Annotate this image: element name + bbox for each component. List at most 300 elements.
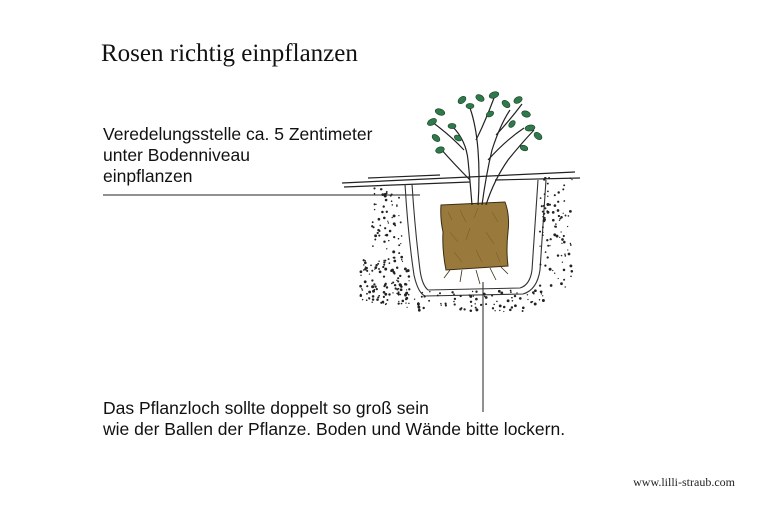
soil-dot <box>388 240 390 242</box>
soil-dot <box>542 234 544 236</box>
soil-dot <box>383 264 385 266</box>
soil-dot <box>445 304 447 306</box>
soil-dot <box>421 296 423 298</box>
soil-dot <box>539 299 541 301</box>
soil-dot <box>391 217 393 219</box>
soil-dot <box>568 253 571 256</box>
soil-dot <box>571 179 572 180</box>
soil-dot <box>384 227 386 229</box>
soil-dot <box>545 251 547 253</box>
soil-dot <box>398 294 399 295</box>
soil-dot <box>547 191 549 193</box>
soil-dot <box>379 271 382 274</box>
soil-dot <box>565 286 566 287</box>
soil-dot <box>437 294 439 296</box>
soil-dot <box>405 297 408 300</box>
soil-dot <box>360 270 363 273</box>
soil-dot <box>569 264 572 267</box>
soil-dot <box>397 277 399 279</box>
soil-dot <box>383 240 385 242</box>
soil-dot <box>503 306 506 309</box>
soil-dot <box>554 273 555 274</box>
soil-dot <box>541 293 542 294</box>
soil-dot <box>383 291 386 294</box>
soil-dot <box>390 195 392 197</box>
soil-dot <box>373 187 375 189</box>
soil-dot <box>402 261 403 262</box>
soil-dot <box>440 303 441 304</box>
soil-dot <box>378 235 380 237</box>
soil-dot <box>539 246 540 247</box>
soil-dot <box>475 307 477 309</box>
soil-dot <box>547 256 549 258</box>
soil-dot <box>542 216 543 217</box>
soil-dot <box>550 238 552 240</box>
soil-dot <box>470 309 473 312</box>
soil-dot <box>460 295 462 297</box>
soil-dot <box>408 288 410 290</box>
soil-dot <box>378 295 380 297</box>
soil-dot <box>400 243 401 244</box>
soil-dot <box>473 296 474 297</box>
soil-dot <box>401 235 403 237</box>
soil-dot <box>510 290 512 292</box>
soil-dot <box>383 285 385 287</box>
soil-dot <box>399 294 401 296</box>
soil-dot <box>439 292 441 294</box>
soil-dot <box>364 260 366 262</box>
soil-dot <box>561 238 564 241</box>
soil-dot <box>399 283 402 286</box>
soil-dot <box>532 291 534 293</box>
soil-dot <box>374 234 377 237</box>
soil-dot <box>388 222 389 223</box>
soil-dot <box>378 229 379 230</box>
soil-dot <box>392 204 394 206</box>
soil-dot <box>372 221 374 223</box>
soil-dot <box>374 203 376 205</box>
soil-dot <box>372 245 374 247</box>
soil-dot <box>548 177 550 179</box>
soil-dot <box>400 286 402 288</box>
soil-dot <box>534 303 537 306</box>
soil-dot <box>374 286 376 288</box>
soil-dot <box>374 266 377 269</box>
soil-dot <box>417 303 420 306</box>
soil-dot <box>541 205 543 207</box>
soil-dot <box>398 197 400 199</box>
soil-dot <box>542 295 543 296</box>
soil-dot <box>542 226 544 228</box>
soil-dot <box>423 295 425 297</box>
soil-dot <box>408 280 409 281</box>
soil-dot <box>393 257 395 259</box>
soil-dot <box>376 288 378 290</box>
soil-dot <box>366 270 368 272</box>
soil-dot <box>364 261 367 264</box>
soil-dot <box>544 264 546 266</box>
soil-dot <box>555 223 557 225</box>
soil-dot <box>371 302 372 303</box>
soil-dot <box>368 297 370 299</box>
soil-dot <box>361 288 362 289</box>
soil-dot <box>570 275 572 277</box>
soil-dot <box>474 303 475 304</box>
soil-dot <box>554 194 556 196</box>
soil-dot <box>544 207 546 209</box>
soil-dot <box>554 204 557 207</box>
soil-dot <box>493 304 495 306</box>
soil-dot <box>564 255 566 257</box>
soil-dot <box>563 213 564 214</box>
soil-dot <box>360 275 361 276</box>
soil-dot <box>374 269 375 270</box>
soil-dot <box>398 301 399 302</box>
soil-dot <box>543 213 545 215</box>
soil-dot <box>559 220 560 221</box>
soil-dot <box>400 256 403 259</box>
soil-dot <box>366 293 368 295</box>
soil-dot <box>369 273 370 274</box>
soil-dot <box>519 297 522 300</box>
soil-dot <box>461 307 463 309</box>
soil-dot <box>393 260 396 263</box>
soil-dot <box>381 211 384 214</box>
soil-dot <box>567 249 568 250</box>
soil-dot <box>492 307 494 309</box>
soil-dot <box>570 177 572 179</box>
soil-dot <box>370 264 372 266</box>
soil-dot <box>385 199 388 202</box>
soil-dot <box>383 261 385 263</box>
soil-dot <box>378 218 381 221</box>
soil-dot <box>510 291 512 293</box>
soil-dot <box>441 305 442 306</box>
soil-dot <box>423 307 425 309</box>
soil-dot <box>569 210 572 213</box>
soil-dot <box>491 295 493 297</box>
soil-dot <box>451 291 453 293</box>
soil-dot <box>359 285 362 288</box>
soil-dot <box>454 298 456 300</box>
soil-dot <box>383 275 385 277</box>
page-title: Rosen richtig einpflanzen <box>101 40 358 67</box>
soil-dot <box>377 232 379 234</box>
soil-dot <box>499 304 502 307</box>
soil-dot <box>374 193 376 195</box>
soil-dot <box>392 281 394 283</box>
soil-dot <box>398 252 400 254</box>
soil-dot <box>516 292 517 293</box>
soil-dot <box>561 243 562 244</box>
soil-dot <box>396 205 398 207</box>
soil-dot <box>570 244 572 246</box>
soil-dot <box>376 204 377 205</box>
soil-dot <box>414 299 415 300</box>
rose-stems <box>432 98 534 205</box>
soil-dot <box>371 285 374 288</box>
soil-dot <box>514 304 517 307</box>
soil-dot <box>381 188 382 189</box>
soil-dot <box>372 295 375 298</box>
soil-dot <box>542 211 544 213</box>
soil-dot <box>406 307 407 308</box>
soil-dot <box>384 193 387 196</box>
soil-dot <box>552 270 553 271</box>
soil-dot <box>509 309 512 312</box>
annotation-line: Veredelungsstelle ca. 5 Zentimeter <box>103 124 373 144</box>
soil-dot <box>386 299 388 301</box>
soil-dot <box>564 253 566 255</box>
soil-dot <box>511 297 513 299</box>
soil-dot <box>373 283 375 285</box>
soil-dot <box>428 300 430 302</box>
soil-dot <box>530 301 532 303</box>
soil-dot <box>559 237 560 238</box>
soil-dot <box>398 244 400 246</box>
soil-dot <box>408 294 410 296</box>
soil-dot <box>371 270 373 272</box>
soil-dot <box>562 262 563 263</box>
soil-dot <box>571 270 574 273</box>
soil-dot <box>408 303 409 304</box>
soil-dot <box>475 308 478 311</box>
soil-dot <box>549 245 550 246</box>
soil-dot <box>360 295 363 298</box>
soil-dot <box>384 268 387 271</box>
soil-dot <box>563 235 565 237</box>
soil-dot <box>422 292 424 294</box>
soil-dot <box>514 295 516 297</box>
soil-dot <box>396 267 398 269</box>
soil-dot <box>388 258 390 260</box>
soil-dot <box>383 296 385 298</box>
soil-dot <box>540 264 542 266</box>
soil-dot <box>385 303 387 305</box>
soil-dot <box>400 221 402 223</box>
soil-dot <box>499 310 501 312</box>
soil-dot <box>549 268 552 271</box>
soil-dot <box>471 305 473 307</box>
soil-dot <box>382 266 384 268</box>
soil-dot <box>483 293 486 296</box>
soil-dot <box>539 284 541 286</box>
soil-dot <box>373 226 375 228</box>
soil-dot <box>557 201 559 203</box>
soil-dot <box>470 301 472 303</box>
soil-dot <box>552 219 555 222</box>
soil-dot <box>362 299 363 300</box>
soil-dot <box>547 183 549 185</box>
soil-dot <box>417 306 420 309</box>
soil-dot <box>570 243 571 244</box>
soil-dot <box>374 289 376 291</box>
soil-dot <box>363 264 365 266</box>
annotation-line: wie der Ballen der Pflanze. Boden und Wände bitte lockern. <box>103 419 566 439</box>
soil-dot <box>377 296 379 298</box>
soil-dot <box>534 289 537 292</box>
soil-dot <box>383 205 385 207</box>
annotation-line: unter Bodenniveau <box>103 145 250 165</box>
soil-dot <box>383 217 386 220</box>
soil-dot <box>563 269 566 272</box>
soil-dot <box>386 248 387 249</box>
soil-dot <box>388 293 390 295</box>
soil-dot <box>405 292 408 295</box>
soil-dot <box>565 215 567 217</box>
soil-dot <box>398 215 399 216</box>
soil-dot <box>507 299 510 302</box>
soil-dot <box>391 269 394 272</box>
website-credit: www.lilli-straub.com <box>633 475 735 489</box>
annotation-line: einpflanzen <box>103 166 193 186</box>
soil-dot <box>453 301 455 303</box>
soil-dot <box>385 260 387 262</box>
soil-dot <box>401 259 402 260</box>
soil-dot <box>364 280 367 283</box>
soil-dot <box>393 236 395 238</box>
soil-dot <box>547 196 548 197</box>
soil-dot <box>522 310 524 312</box>
soil-dot <box>475 298 478 301</box>
soil-dot <box>553 233 556 236</box>
soil-dot <box>558 215 560 217</box>
soil-dot <box>511 306 513 308</box>
soil-dot <box>406 289 407 290</box>
soil-dot <box>396 293 398 295</box>
root-ball <box>441 202 509 284</box>
soil-dot <box>480 304 482 306</box>
soil-dot <box>386 286 388 288</box>
soil-dot <box>405 295 406 296</box>
soil-dot <box>557 191 559 193</box>
soil-dot <box>378 261 379 262</box>
soil-dot <box>560 216 563 219</box>
soil-dot <box>547 211 550 214</box>
soil-dot <box>397 280 399 282</box>
soil-dot <box>366 285 368 287</box>
soil-dot <box>484 296 485 297</box>
soil-dot <box>503 311 504 312</box>
annotation-line: Das Pflanzloch sollte doppelt so groß sein <box>103 398 429 418</box>
soil-dot <box>400 288 403 291</box>
soil-dot <box>371 279 373 281</box>
soil-dot <box>512 300 514 302</box>
soil-dot <box>393 222 396 225</box>
soil-dot <box>568 215 570 217</box>
soil-dot <box>527 299 528 300</box>
soil-dot <box>376 298 379 301</box>
soil-dot <box>372 298 374 300</box>
soil-dot <box>543 178 546 181</box>
soil-dot <box>402 300 405 303</box>
soil-dot <box>546 239 548 241</box>
soil-dot <box>567 226 568 227</box>
soil-dot <box>383 260 385 262</box>
soil-dot <box>399 275 401 277</box>
soil-dot <box>500 292 503 295</box>
soil-dot <box>380 302 382 304</box>
soil-dot <box>374 209 375 210</box>
soil-dot <box>550 284 553 287</box>
soil-dot <box>392 292 393 293</box>
soil-dot <box>391 200 393 202</box>
soil-dot <box>398 238 400 240</box>
soil-dot <box>445 303 447 305</box>
soil-dot <box>522 306 525 309</box>
soil-dot <box>401 303 403 305</box>
soil-dot <box>418 309 421 312</box>
soil-dot <box>387 221 388 222</box>
soil-dot <box>366 299 368 301</box>
soil-dot <box>561 255 562 256</box>
soil-dot <box>544 217 546 219</box>
soil-dot <box>363 259 365 261</box>
soil-dot <box>429 291 431 293</box>
soil-dot <box>393 214 396 217</box>
soil-dot <box>386 211 388 213</box>
soil-dot <box>408 275 411 278</box>
soil-dot <box>547 245 549 247</box>
soil-dot <box>392 250 395 253</box>
soil-dot <box>389 262 391 264</box>
soil-dot <box>558 278 559 279</box>
soil-dot <box>472 291 473 292</box>
soil-dot <box>557 254 559 256</box>
soil-dot <box>475 291 477 293</box>
soil-dot <box>368 291 371 294</box>
soil-dot <box>379 225 381 227</box>
soil-dot <box>396 288 398 290</box>
soil-dot <box>552 211 555 214</box>
soil-dot <box>378 268 380 270</box>
soil-dot <box>385 234 387 236</box>
soil-dot <box>377 263 379 265</box>
soil-dot <box>405 302 406 303</box>
soil-dot <box>560 282 563 285</box>
soil-dot <box>554 226 556 228</box>
soil-dot <box>539 231 541 233</box>
soil-dot <box>469 294 471 296</box>
soil-dot <box>485 303 487 305</box>
soil-dot <box>563 241 566 244</box>
soil-dot <box>365 267 368 270</box>
soil-dot <box>394 284 396 286</box>
soil-dot <box>540 290 543 293</box>
soil-dot <box>453 293 455 295</box>
soil-dot <box>389 230 392 233</box>
soil-dot <box>527 294 528 295</box>
soil-dot <box>540 197 542 199</box>
soil-dot <box>563 184 565 186</box>
soil-dot <box>374 239 376 241</box>
soil-dot <box>498 290 501 293</box>
soil-dot <box>546 203 549 206</box>
soil-dot <box>563 200 565 202</box>
soil-dot <box>562 188 564 190</box>
soil-dot <box>496 301 498 303</box>
soil-dot <box>463 308 465 310</box>
soil-dot <box>405 283 407 285</box>
soil-dot <box>542 299 545 302</box>
soil-dot <box>557 209 560 212</box>
soil-dot <box>543 205 545 207</box>
soil-dot <box>542 232 543 233</box>
soil-dot <box>363 269 364 270</box>
soil-dot <box>454 303 456 305</box>
soil-dot <box>544 193 546 195</box>
soil-dot <box>494 310 495 311</box>
